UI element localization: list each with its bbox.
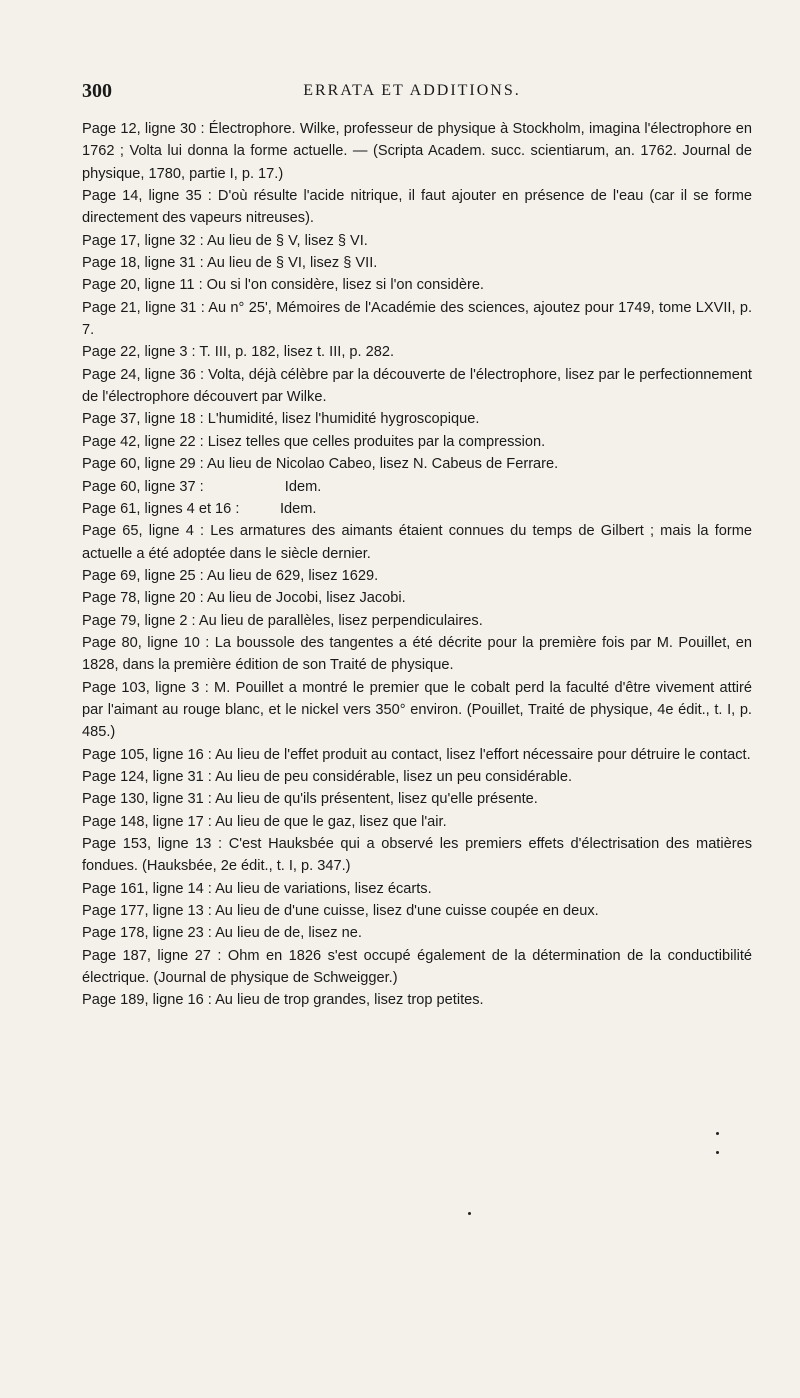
errata-list (82, 118, 752, 1012)
errata-entry: Page 18, ligne 31 : Au lieu de § VI, lisez § VII. (82, 255, 378, 272)
errata-entry: Page 17, ligne 32 : Au lieu de § V, lisez § VI. (82, 232, 368, 249)
ink-speck (716, 1151, 719, 1154)
errata-entry: Page 20, ligne 11 : Ou si l'on considère, lisez si l'on considère. (82, 277, 484, 294)
errata-entry: Page 105, ligne 16 : Au lieu de l'effet produit au contact, lisez l'effort nécessaire pour détruire le contact. (82, 746, 751, 763)
ink-speck (468, 1212, 471, 1215)
errata-entry: Page 177, ligne 13 : Au lieu de d'une cuisse, lisez d'une cuisse coupée en deux. (82, 903, 599, 920)
errata-entry: Page 69, ligne 25 : Au lieu de 629, lisez 1629. (82, 567, 379, 584)
errata-entry: Page 79, ligne 2 : Au lieu de parallèles, lisez perpendiculaires. (82, 612, 483, 629)
errata-entry: Page 60, ligne 29 : Au lieu de Nicolao Cabeo, lisez N. Cabeus de Ferrare. (82, 456, 559, 473)
errata-entry: Page 24, ligne 36 : Volta, déjà célèbre par la découverte de l'électrophore, lisez par le perfectionnement de l'électrophore découvert par Wilke. (82, 366, 752, 406)
errata-entry: Page 14, ligne 35 : D'où résulte l'acide nitrique, il faut ajouter en présence de l'eau (car il se forme directement des vapeurs nitreuses). (82, 188, 752, 227)
errata-entry: Page 60, ligne 37 : Idem. (82, 478, 322, 495)
errata-entry: Page 61, lignes 4 et 16 : Idem. (82, 500, 317, 517)
errata-entry: Page 80, ligne 10 : La boussole des tangentes a été décrite pour la première fois par M. Pouillet, en 1828, dans la première édition de son Traité de physique. (82, 634, 752, 674)
errata-entry: Page 37, ligne 18 : L'humidité, lisez l'humidité hygroscopique. (82, 411, 480, 428)
errata-entry: Page 65, ligne 4 : Les armatures des aimants étaient connues du temps de Gilbert ; mais la forme actuelle a été adoptée dans le siècle dernier. (82, 523, 752, 562)
errata-entry: Page 187, ligne 27 : Ohm en 1826 s'est occupé également de la détermination de la conductibilité électrique. (Journal de physique de Schweigger.) (82, 947, 752, 987)
errata-entry: Page 21, ligne 31 : Au n° 25', Mémoires de l'Académie des sciences, ajoutez pour 1749, tome LXVII, p. 7. (82, 299, 752, 339)
errata-entry: Page 103, ligne 3 : M. Pouillet a montré le premier que le cobalt perd la faculté d'être vivement attiré par l'aimant au rouge blanc, et le nickel vers 350° environ. (Pouillet, Traité de physique, 4e édit., t. I, p. 485.) (82, 679, 752, 741)
errata-entry: Page 161, ligne 14 : Au lieu de variations, lisez écarts. (82, 880, 432, 897)
page-number: 300 (82, 80, 112, 102)
page-header (82, 80, 742, 106)
errata-entry: Page 148, ligne 17 : Au lieu de que le gaz, lisez que l'air. (82, 813, 447, 830)
errata-entry: Page 153, ligne 13 : C'est Hauksbée qui a observé les premiers effets d'électrisation des matières fondues. (Hauksbée, 2e édit., t. I, p. 347.) (82, 836, 752, 875)
ink-speck (716, 1132, 719, 1135)
errata-entry: Page 130, ligne 31 : Au lieu de qu'ils présentent, lisez qu'elle présente. (82, 791, 538, 808)
errata-entry: Page 12, ligne 30 : Électrophore. Wilke, professeur de physique à Stockholm, imagina l'électrophore en 1762 ; Volta lui donna la forme actuelle. — (Scripta Academ. succ. scientiarum, an. 1762. Journal de physique, 1780, partie I, p. 17.) (82, 121, 752, 182)
errata-entry: Page 22, ligne 3 : T. III, p. 182, lisez t. III, p. 282. (82, 344, 395, 361)
errata-entry: Page 42, ligne 22 : Lisez telles que celles produites par la compression. (82, 433, 546, 450)
running-title: ERRATA ET ADDITIONS. (303, 82, 521, 99)
errata-entry: Page 178, ligne 23 : Au lieu de de, lisez ne. (82, 925, 362, 942)
errata-entry: Page 124, ligne 31 : Au lieu de peu considérable, lisez un peu considérable. (82, 768, 573, 785)
errata-entry: Page 189, ligne 16 : Au lieu de trop grandes, lisez trop petites. (82, 992, 484, 1009)
errata-entry: Page 78, ligne 20 : Au lieu de Jocobi, lisez Jacobi. (82, 590, 406, 607)
